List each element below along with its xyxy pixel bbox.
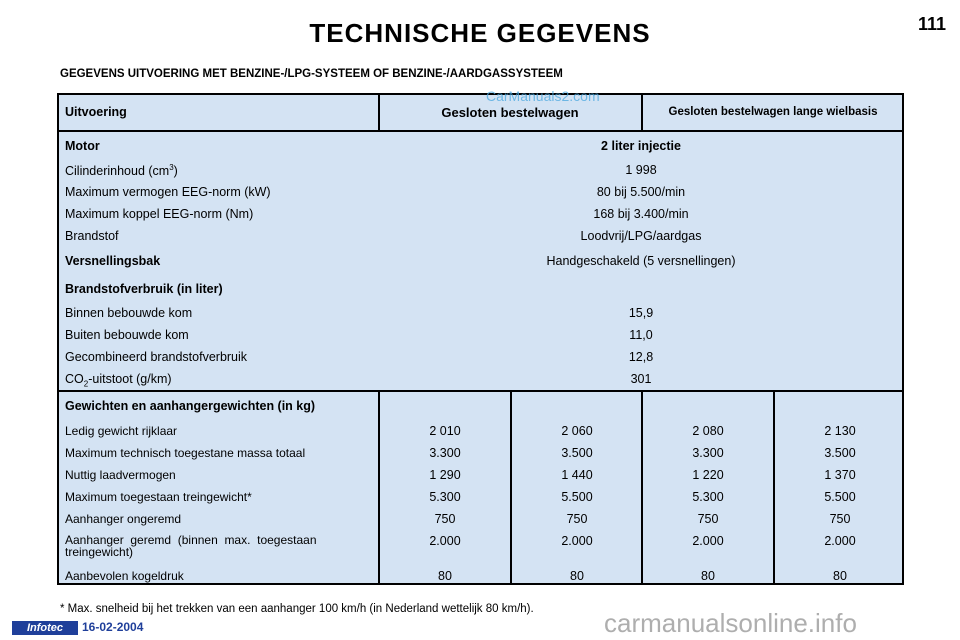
header-divider [59, 130, 902, 132]
weight-cell: 750 [697, 512, 719, 526]
weights-divider-v4 [773, 390, 775, 585]
payload-label: Nuttig laadvermogen [65, 468, 176, 482]
braked-trailer-label: Aanhanger geremd (binnen max. toegestaan treingewicht) [65, 533, 317, 559]
weight-cell: 80 [570, 569, 584, 583]
fuel-label: Brandstof [65, 229, 119, 243]
weight-cell: 2.000 [824, 534, 856, 548]
weights-label: Gewichten en aanhangergewichten (in kg) [65, 399, 316, 413]
weight-cell: 5.500 [561, 490, 593, 504]
weight-cell: 2.000 [561, 534, 593, 548]
weight-cell: 3.300 [429, 446, 461, 460]
engine-label: Motor [65, 139, 100, 153]
header-divider-v1 [378, 95, 380, 131]
header-divider-v2 [641, 95, 643, 131]
train-weight-label: Maximum toegestaan treingewicht* [65, 490, 252, 504]
weight-cell: 2 080 [692, 424, 724, 438]
weight-cell: 5.300 [429, 490, 461, 504]
weight-cell: 80 [438, 569, 452, 583]
fuel-value: Loodvrij/LPG/aardgas [580, 229, 702, 243]
weight-cell: 80 [701, 569, 715, 583]
power-label: Maximum vermogen EEG-norm (kW) [65, 185, 271, 199]
footnote: * Max. snelheid bij het trekken van een aanhanger 100 km/h (in Nederland wettelijk 80 km/h). [60, 603, 534, 615]
co2-label: $CO_2$-uitstoot (g/km) [65, 372, 172, 389]
combined-value: 12,8 [628, 350, 654, 364]
weights-divider-v3 [641, 390, 643, 585]
header-gesloten-bestelwagen: Gesloten bestelwagen [441, 105, 579, 120]
weight-cell: 750 [434, 512, 456, 526]
section-subtitle: GEGEVENS UITVOERING MET BENZINE-/LPG-SYSTEEM OF BENZINE-/AARDGASSYSTEEM [60, 68, 563, 80]
displacement-label: Cilinderinhoud $(cm^3)$ [65, 163, 178, 179]
weight-cell: 1 440 [561, 468, 593, 482]
weight-cell: 1 290 [429, 468, 461, 482]
header-lange-wielbasis: Gesloten bestelwagen lange wielbasis [668, 106, 878, 118]
weight-cell: 2.000 [429, 534, 461, 548]
print-date: 16-02-2004 [82, 620, 144, 634]
weight-cell: 3.500 [824, 446, 856, 460]
weight-cell: 5.300 [692, 490, 724, 504]
weight-cell: 1 370 [824, 468, 856, 482]
header-uitvoering: Uitvoering [65, 105, 127, 119]
unbraked-trailer-label: Aanhanger ongeremd [65, 512, 182, 526]
torque-value: 168 bij 3.400/min [593, 207, 689, 221]
spec-table [57, 93, 904, 585]
torque-label: Maximum koppel EEG-norm (Nm) [65, 207, 254, 221]
weight-cell: 750 [829, 512, 851, 526]
weight-cell: 3.500 [561, 446, 593, 460]
displacement-value: 1 998 [625, 163, 657, 177]
engine-value: 2 liter injectie [601, 139, 681, 153]
brand-logo: Infotec [12, 621, 78, 635]
consumption-label: Brandstofverbruik (in liter) [65, 282, 223, 296]
page-number: 111 [917, 14, 946, 34]
co2-value: 301 [630, 372, 652, 386]
watermark-top: CarManuals2.com [486, 88, 600, 104]
max-mass-label: Maximum technisch toegestane massa totaal [65, 446, 306, 460]
weight-cell: 2 130 [824, 424, 856, 438]
gearbox-value: Handgeschakeld (5 versnellingen) [546, 254, 736, 268]
weight-cell: 2.000 [692, 534, 724, 548]
weight-cell: 2 010 [429, 424, 461, 438]
gearbox-label: Versnellingsbak [65, 254, 161, 268]
weights-divider-v1 [378, 390, 380, 585]
urban-label: Binnen bebouwde kom [65, 306, 193, 320]
power-value: 80 bij 5.500/min [596, 185, 686, 199]
weight-cell: 3.300 [692, 446, 724, 460]
weight-cell: 80 [833, 569, 847, 583]
extra-urban-value: 11,0 [629, 328, 653, 342]
weights-divider [59, 390, 902, 392]
weight-cell: 1 220 [692, 468, 724, 482]
watermark-bottom: carmanualsonline.info [604, 608, 857, 638]
weights-divider-v2 [510, 390, 512, 585]
combined-label: Gecombineerd brandstofverbruik [65, 350, 248, 364]
weight-cell: 5.500 [824, 490, 856, 504]
weight-cell: 2 060 [561, 424, 593, 438]
page-title: TECHNISCHE GEGEVENS [309, 18, 651, 48]
extra-urban-label: Buiten bebouwde kom [65, 328, 189, 342]
tow-ball-label: Aanbevolen kogeldruk [65, 569, 184, 583]
curb-weight-label: Ledig gewicht rijklaar [65, 424, 178, 438]
urban-value: 15,9 [628, 306, 654, 320]
weight-cell: 750 [566, 512, 588, 526]
